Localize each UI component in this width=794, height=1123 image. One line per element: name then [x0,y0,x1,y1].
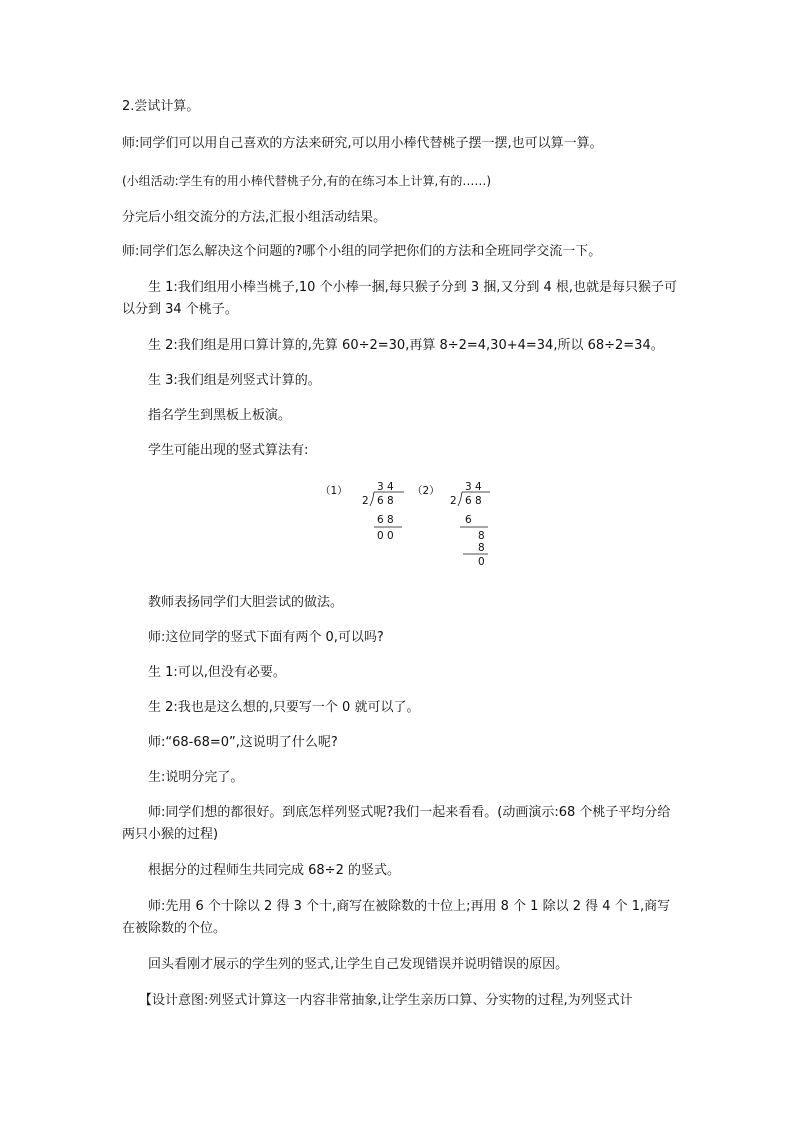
division-1-bracket [370,492,374,506]
paragraph-try-calculate: 2.尝试计算。 [122,99,200,114]
paragraph-teacher-explain: 师:先用 6 个十除以 2 得 3 个十,商写在被除数的十位上;再用 8 个 1 除以 2 得 4 个 1,商写在被除数的个位。 [122,899,671,936]
paragraph-what-means: 师:“68-68=0”,这说明了什么呢? [148,735,338,750]
paragraph-two-zeros: 师:这位同学的竖式下面有两个 0,可以吗? [148,630,384,645]
division-1-dividend: 6 8 [377,495,394,507]
division-1-divisor: 2 [362,495,369,507]
division-2-remainder: 0 [478,556,485,568]
paragraph-animation: 师:同学们想的都很好。到底怎样列竖式呢?我们一起来看看。(动画演示:68 个桃子平均分给两只小猴的过程) [122,805,671,842]
paragraph-blackboard: 指名学生到黑板上板演。 [148,408,292,423]
division-2-step1: 6 [465,514,472,526]
division-2-dividend: 6 8 [465,495,482,507]
division-1-product: 6 8 [377,514,394,526]
division-2-divisor: 2 [450,495,457,507]
paragraph-possible-methods: 学生可能出现的竖式算法有: [148,443,309,458]
paragraph-divided-done: 生:说明分完了。 [148,770,244,785]
division-1-remainder: 0 0 [377,530,394,542]
division-2-step2: 8 [478,530,485,542]
paragraph-complete-vertical: 根据分的过程师生共同完成 68÷2 的竖式。 [148,863,400,878]
paragraph-look-back: 回头看刚才展示的学生列的竖式,让学生自己发现错误并说明错误的原因。 [148,957,569,972]
paragraph-student1-sticks: 生 1:我们组用小棒当桃子,10 个小棒一捆,每只猴子分到 3 捆,又分到 4 根,也就是每只猴子可以分到 34 个桃子。 [122,280,678,317]
paragraph-teacher-question: 师:同学们怎么解决这个问题的?哪个小组的同学把你们的方法和全班同学交流一下。 [122,244,602,259]
long-division-svg [320,478,500,573]
long-division-figure [320,478,500,573]
paragraph-group-activity: (小组活动:学生有的用小棒代替桃子分,有的在练习本上计算,有的……) [122,174,492,188]
paragraph-praise: 教师表扬同学们大胆尝试的做法。 [148,595,344,610]
division-2-quotient: 3 4 [465,481,482,493]
division-1-label: （1） [320,485,348,497]
division-2-step3: 8 [478,542,485,554]
paragraph-student3-vertical: 生 3:我们组是列竖式计算的。 [148,373,321,388]
paragraph-teacher-research: 师:同学们可以用自己喜欢的方法来研究,可以用小棒代替桃子摆一摆,也可以算一算。 [122,136,603,151]
paragraph-student2-mental: 生 2:我们组是用口算计算的,先算 60÷2=30,再算 8÷2=4,30+4=34,所以 68÷2=34。 [148,338,664,353]
paragraph-design-intent: 【设计意图:列竖式计算这一内容非常抽象,让学生亲历口算、分实物的过程,为列竖式计 [139,993,633,1008]
division-1-quotient: 3 4 [377,481,394,493]
paragraph-group-exchange: 分完后小组交流分的方法,汇报小组活动结果。 [122,210,387,225]
division-2-label: （2） [412,485,440,497]
paragraph-student1-unnecessary: 生 1:可以,但没有必要。 [148,665,286,680]
division-2-bracket [458,492,462,506]
paragraph-student2-one-zero: 生 2:我也是这么想的,只要写一个 0 就可以了。 [148,700,420,715]
